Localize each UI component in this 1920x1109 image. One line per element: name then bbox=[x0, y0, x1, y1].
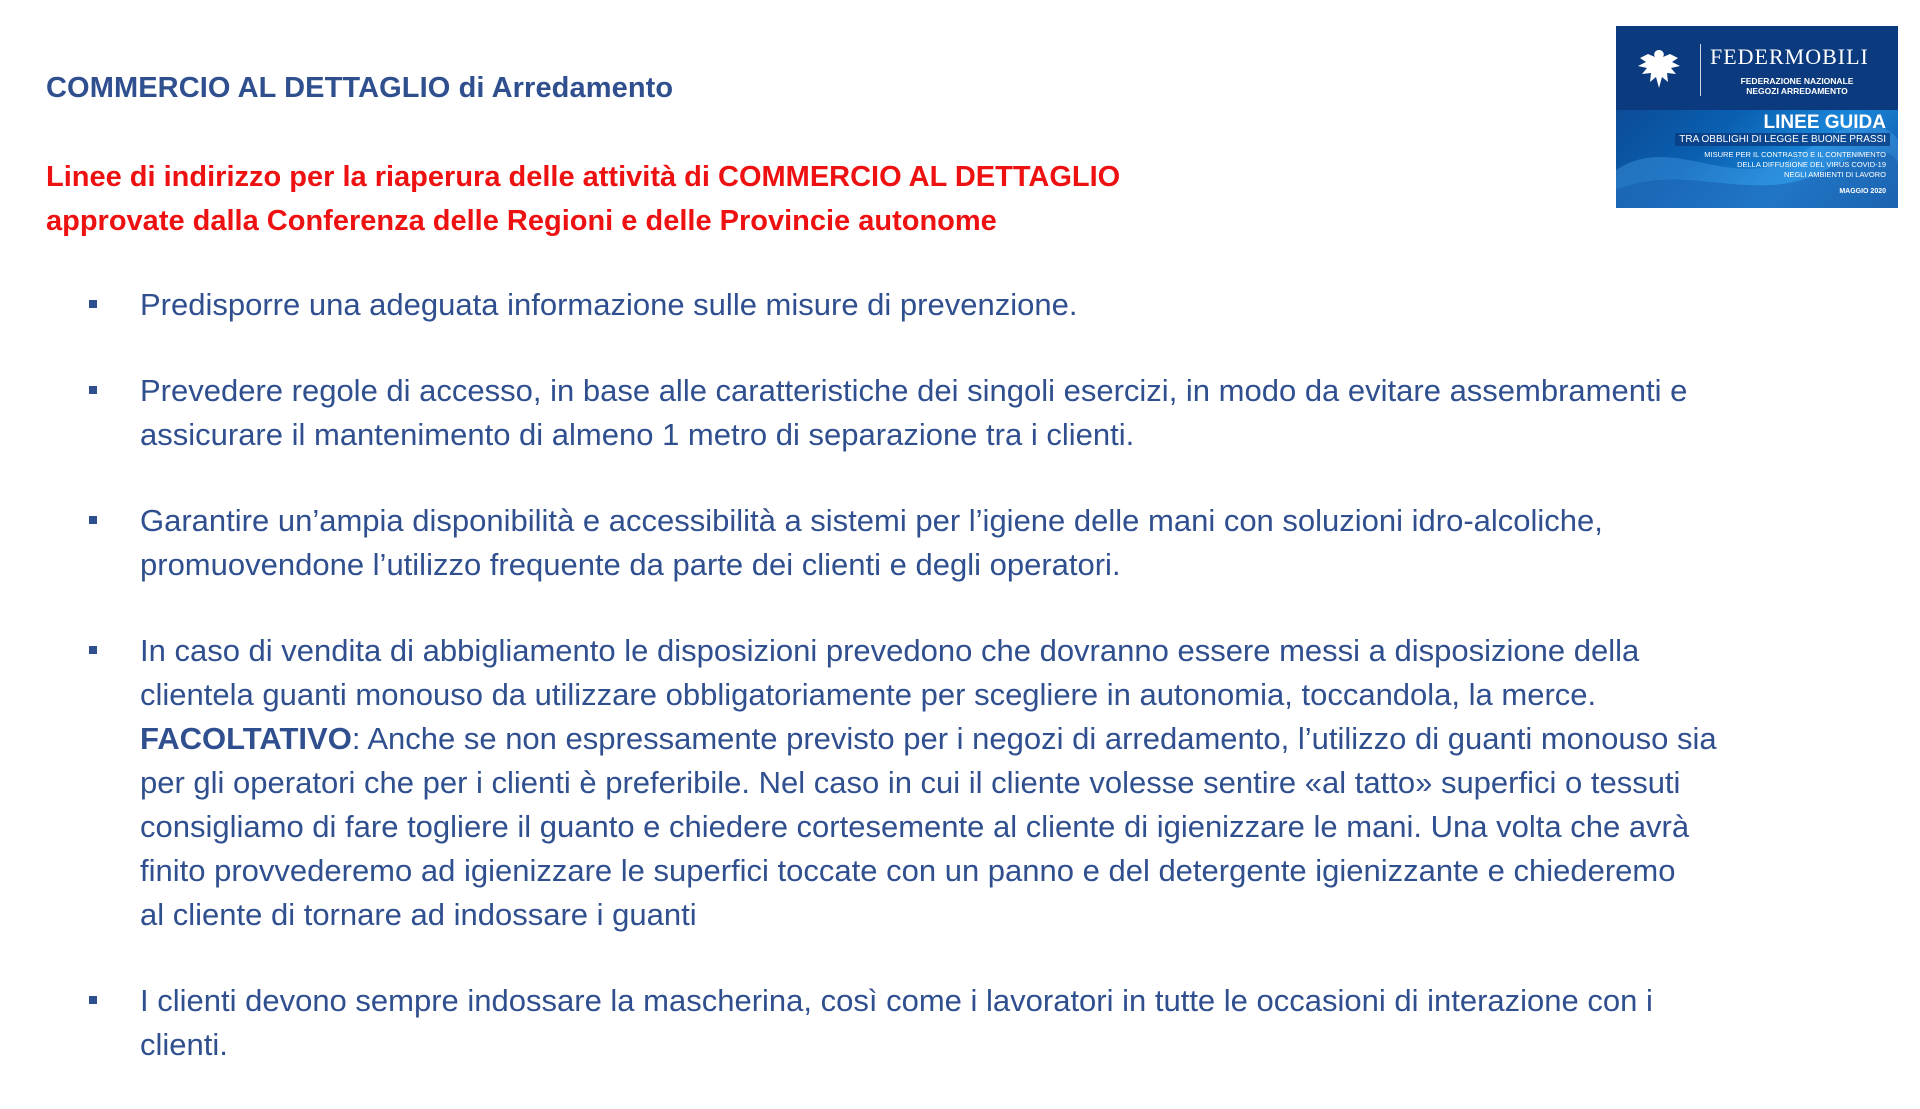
bullet-text-line: Prevedere regole di accesso, in base alle caratteristiche dei singoli esercizi, in modo da evitare assembramenti e bbox=[140, 373, 1688, 408]
bullet-square-icon bbox=[89, 300, 97, 308]
subtitle-line: Linee di indirizzo per la riaperura delle attività di COMMERCIO AL DETTAGLIO bbox=[46, 161, 1121, 193]
bullet-text-line: In caso di vendita di abbigliamento le disposizioni prevedono che dovranno essere messi a disposizione della bbox=[140, 633, 1640, 668]
list-item bbox=[0, 369, 1920, 457]
bullet-text-line: assicurare il mantenimento di almeno 1 metro di separazione tra i clienti. bbox=[140, 417, 1135, 452]
bullet-note-line bbox=[140, 717, 1800, 761]
logo-divider bbox=[1700, 44, 1701, 96]
list-item bbox=[0, 283, 1920, 327]
optional-label: FACOLTATIVO bbox=[140, 721, 352, 756]
logo-federation-line: FEDERAZIONE NAZIONALE bbox=[1740, 76, 1854, 86]
bullet-text-line: clienti. bbox=[140, 1027, 228, 1062]
logo-federation-line: NEGOZI ARREDAMENTO bbox=[1746, 86, 1848, 96]
bullet-square-icon bbox=[89, 646, 97, 654]
note-text: : Anche se non espressamente previsto per i negozi di arredamento, l’utilizzo di guanti monouso sia bbox=[351, 721, 1717, 756]
logo-measures-line: MISURE PER IL CONTRASTO E IL CONTENIMENTO bbox=[1704, 150, 1886, 159]
bullet-square-icon bbox=[89, 516, 97, 524]
logo-brand: FEDERMOBILI bbox=[1710, 44, 1869, 69]
page-title: COMMERCIO AL DETTAGLIO di Arredamento bbox=[46, 72, 674, 104]
federmobili-logo bbox=[1616, 26, 1898, 208]
list-item bbox=[0, 499, 1920, 587]
logo-measures-line: NEGLI AMBIENTI DI LAVORO bbox=[1784, 170, 1886, 179]
logo-federation-text bbox=[1712, 76, 1882, 96]
bullet-text-line: finito provvederemo ad igienizzare le superfici toccate con un panno e del detergente igienizzante e chiederemo bbox=[140, 853, 1676, 888]
logo-guide-tagline: TRA OBBLIGHI DI LEGGE E BUONE PRASSI bbox=[1675, 133, 1890, 146]
bullet-text-line: Garantire un’ampia disponibilità e accessibilità a sistemi per l’igiene delle mani con soluzioni idro-alcoliche, bbox=[140, 503, 1603, 538]
bullet-text-line: Predisporre una adeguata informazione sulle misure di prevenzione. bbox=[140, 287, 1078, 322]
bullet-square-icon bbox=[89, 386, 97, 394]
logo-measures-text bbox=[1646, 150, 1886, 180]
page-subtitle bbox=[46, 155, 1120, 243]
bullet-text-line: al cliente di tornare ad indossare i guanti bbox=[140, 897, 697, 932]
guidelines-list bbox=[0, 283, 1920, 1109]
bullet-text-line: clientela guanti monouso da utilizzare obbligatoriamente per scegliere in autonomia, toccandola, la merce. bbox=[140, 677, 1597, 712]
list-item bbox=[0, 629, 1920, 937]
logo-date: MAGGIO 2020 bbox=[1839, 188, 1886, 195]
list-item bbox=[0, 979, 1920, 1067]
bullet-text-line: per gli operatori che per i clienti è preferibile. Nel caso in cui il cliente volesse sentire «al tatto» superfici o tessuti bbox=[140, 765, 1681, 800]
logo-measures-line: DELLA DIFFUSIONE DEL VIRUS COVID-19 bbox=[1737, 160, 1886, 169]
bullet-square-icon bbox=[89, 996, 97, 1004]
bullet-text-line: promuovendone l’utilizzo frequente da parte dei clienti e degli operatori. bbox=[140, 547, 1121, 582]
logo-guide-title: LINEE GUIDA bbox=[1763, 112, 1886, 133]
bullet-text-line: consigliamo di fare togliere il guanto e chiedere cortesemente al cliente di igienizzare le mani. Una volta che avrà bbox=[140, 809, 1690, 844]
bullet-text-line: I clienti devono sempre indossare la mascherina, così come i lavoratori in tutte le occasioni di interazione con i bbox=[140, 983, 1653, 1018]
eagle-emblem-icon bbox=[1634, 44, 1684, 94]
subtitle-line: approvate dalla Conferenza delle Regioni e delle Provincie autonome bbox=[46, 205, 997, 237]
